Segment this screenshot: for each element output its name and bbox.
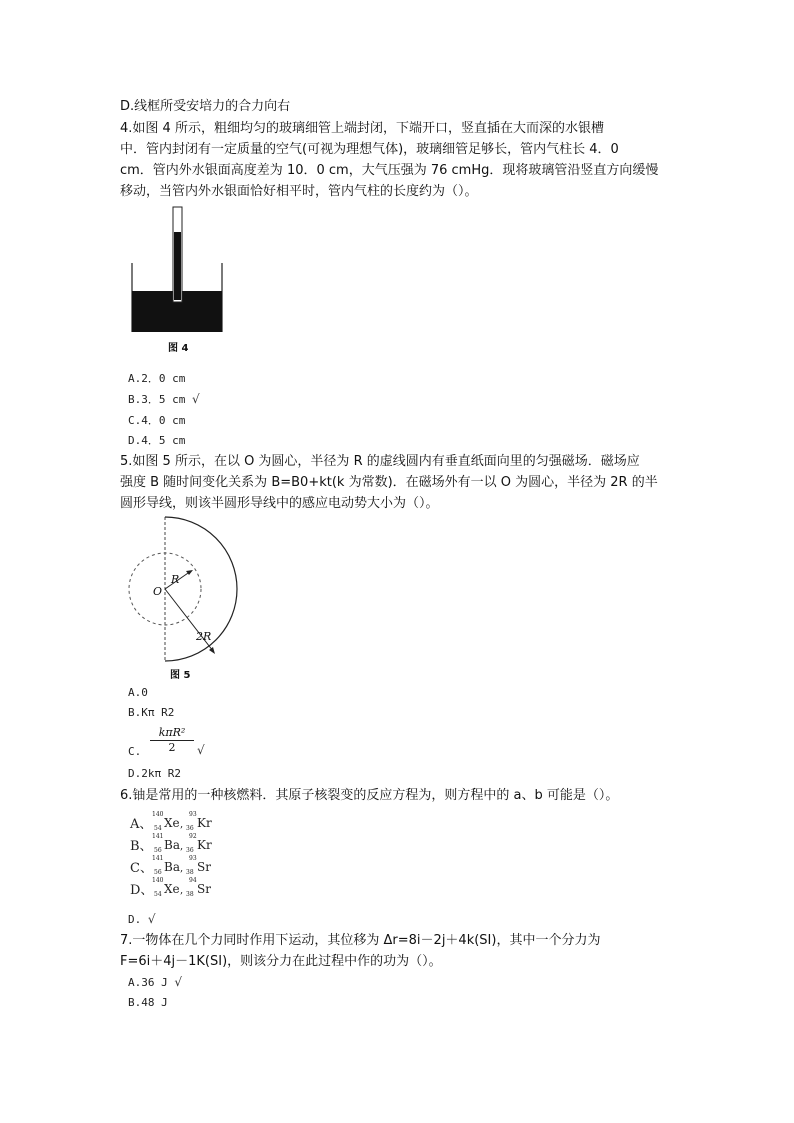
choice-letter: A、 <box>130 817 153 832</box>
q6-choice-c: C、 141 56 Ba , 93 38 Sr <box>130 855 211 876</box>
q4-option-a: A.2．0 cm <box>128 372 186 385</box>
q6-choice-b: B、 141 56 Ba , 92 36 Kr <box>130 833 212 854</box>
q5-stem-line-1: 5.如图 5 所示，在以 O 为圆心，半径为 R 的虚线圆内有垂直纸面向里的匀强磁场．磁场应 <box>120 454 640 469</box>
figure-5-label-o: O <box>153 585 163 598</box>
q4-option-d: D.4．5 cm <box>128 434 186 447</box>
q7-stem-line-1: 7.一物体在几个力同时作用下运动，其位移为 Δr=8i－2j＋4k(SI)，其中一个分力为 <box>120 933 601 948</box>
correct-check-icon: √ <box>197 743 205 757</box>
figure-5-drawing <box>125 515 245 685</box>
figure-5-label-r: R <box>171 573 180 586</box>
figure-4-caption: 图 4 <box>168 343 189 354</box>
figure-5-caption: 图 5 <box>170 670 191 681</box>
figure-5-label-2r: 2R <box>196 630 212 643</box>
q4-stem-line-2: 中．管内封闭有一定质量的空气(可视为理想气体)，玻璃细管足够长，管内气柱长 4．0 <box>120 142 619 157</box>
fraction-numerator: kπR² <box>150 726 194 741</box>
q7-option-a-text: A.36 J <box>128 976 168 989</box>
choice-letter: D、 <box>130 883 154 898</box>
q7-option-b: B.48 J <box>128 996 168 1009</box>
q4-option-b <box>128 391 200 407</box>
q4-stem-line-3: cm．管内外水银面高度差为 10．0 cm，大气压强为 76 cmHg．现将玻璃管沿竖直方向缓慢 <box>120 163 659 178</box>
q4-stem-line-1: 4.如图 4 所示，粗细均匀的玻璃细管上端封闭，下端开口，竖直插在大而深的水银槽 <box>120 121 604 136</box>
fraction-denominator: 2 <box>168 741 176 754</box>
q5-stem-line-3: 圆形导线，则该半圆形导线中的感应电动势大小为（）。 <box>120 496 439 511</box>
correct-check-icon: √ <box>191 392 200 406</box>
q5-option-a: A.0 <box>128 686 148 699</box>
q7-stem-line-2: F=6i＋4j－1K(SI)，则该分力在此过程中作的功为（）。 <box>120 954 442 969</box>
figure-5 <box>125 515 245 685</box>
q5-option-d: D.2kπ R2 <box>128 767 181 780</box>
q6-choices <box>130 812 250 904</box>
q6-answer <box>128 912 156 926</box>
q4-option-b-text: B.3．5 cm <box>128 393 186 406</box>
q7-option-a <box>128 975 182 989</box>
choice-letter: C、 <box>130 861 153 876</box>
q3-option-d: D.线框所受安培力的合力向右 <box>120 99 291 114</box>
q6-choice-a: A、 140 54 Xe , 93 36 Kr <box>130 811 212 832</box>
figure-4 <box>130 205 225 355</box>
q6-choice-d: D、 140 54 Xe , 94 38 Sr <box>130 877 211 898</box>
choice-letter: B、 <box>130 839 153 854</box>
figure-4-drawing <box>130 205 225 355</box>
q5-option-c-prefix: C. <box>128 745 142 758</box>
q5-option-b: B.Kπ R2 <box>128 706 175 719</box>
q5-option-c-fraction <box>150 726 194 754</box>
q6-stem: 6.铀是常用的一种核燃料．其原子核裂变的反应方程为，则方程中的 a、b 可能是（）。 <box>120 788 619 803</box>
correct-check-icon: √ <box>174 975 183 989</box>
correct-check-icon: √ <box>147 912 156 926</box>
q4-stem-line-4: 移动，当管内外水银面恰好相平时，管内气柱的长度约为（）。 <box>120 184 478 199</box>
q4-option-c: C.4．0 cm <box>128 414 186 427</box>
q5-stem-line-2: 强度 B 随时间变化关系为 B=B0+kt(k 为常数)．在磁场外有一以 O 为圆心，半径为 2R 的半 <box>120 475 658 490</box>
q6-answer-text: D. <box>128 913 142 926</box>
